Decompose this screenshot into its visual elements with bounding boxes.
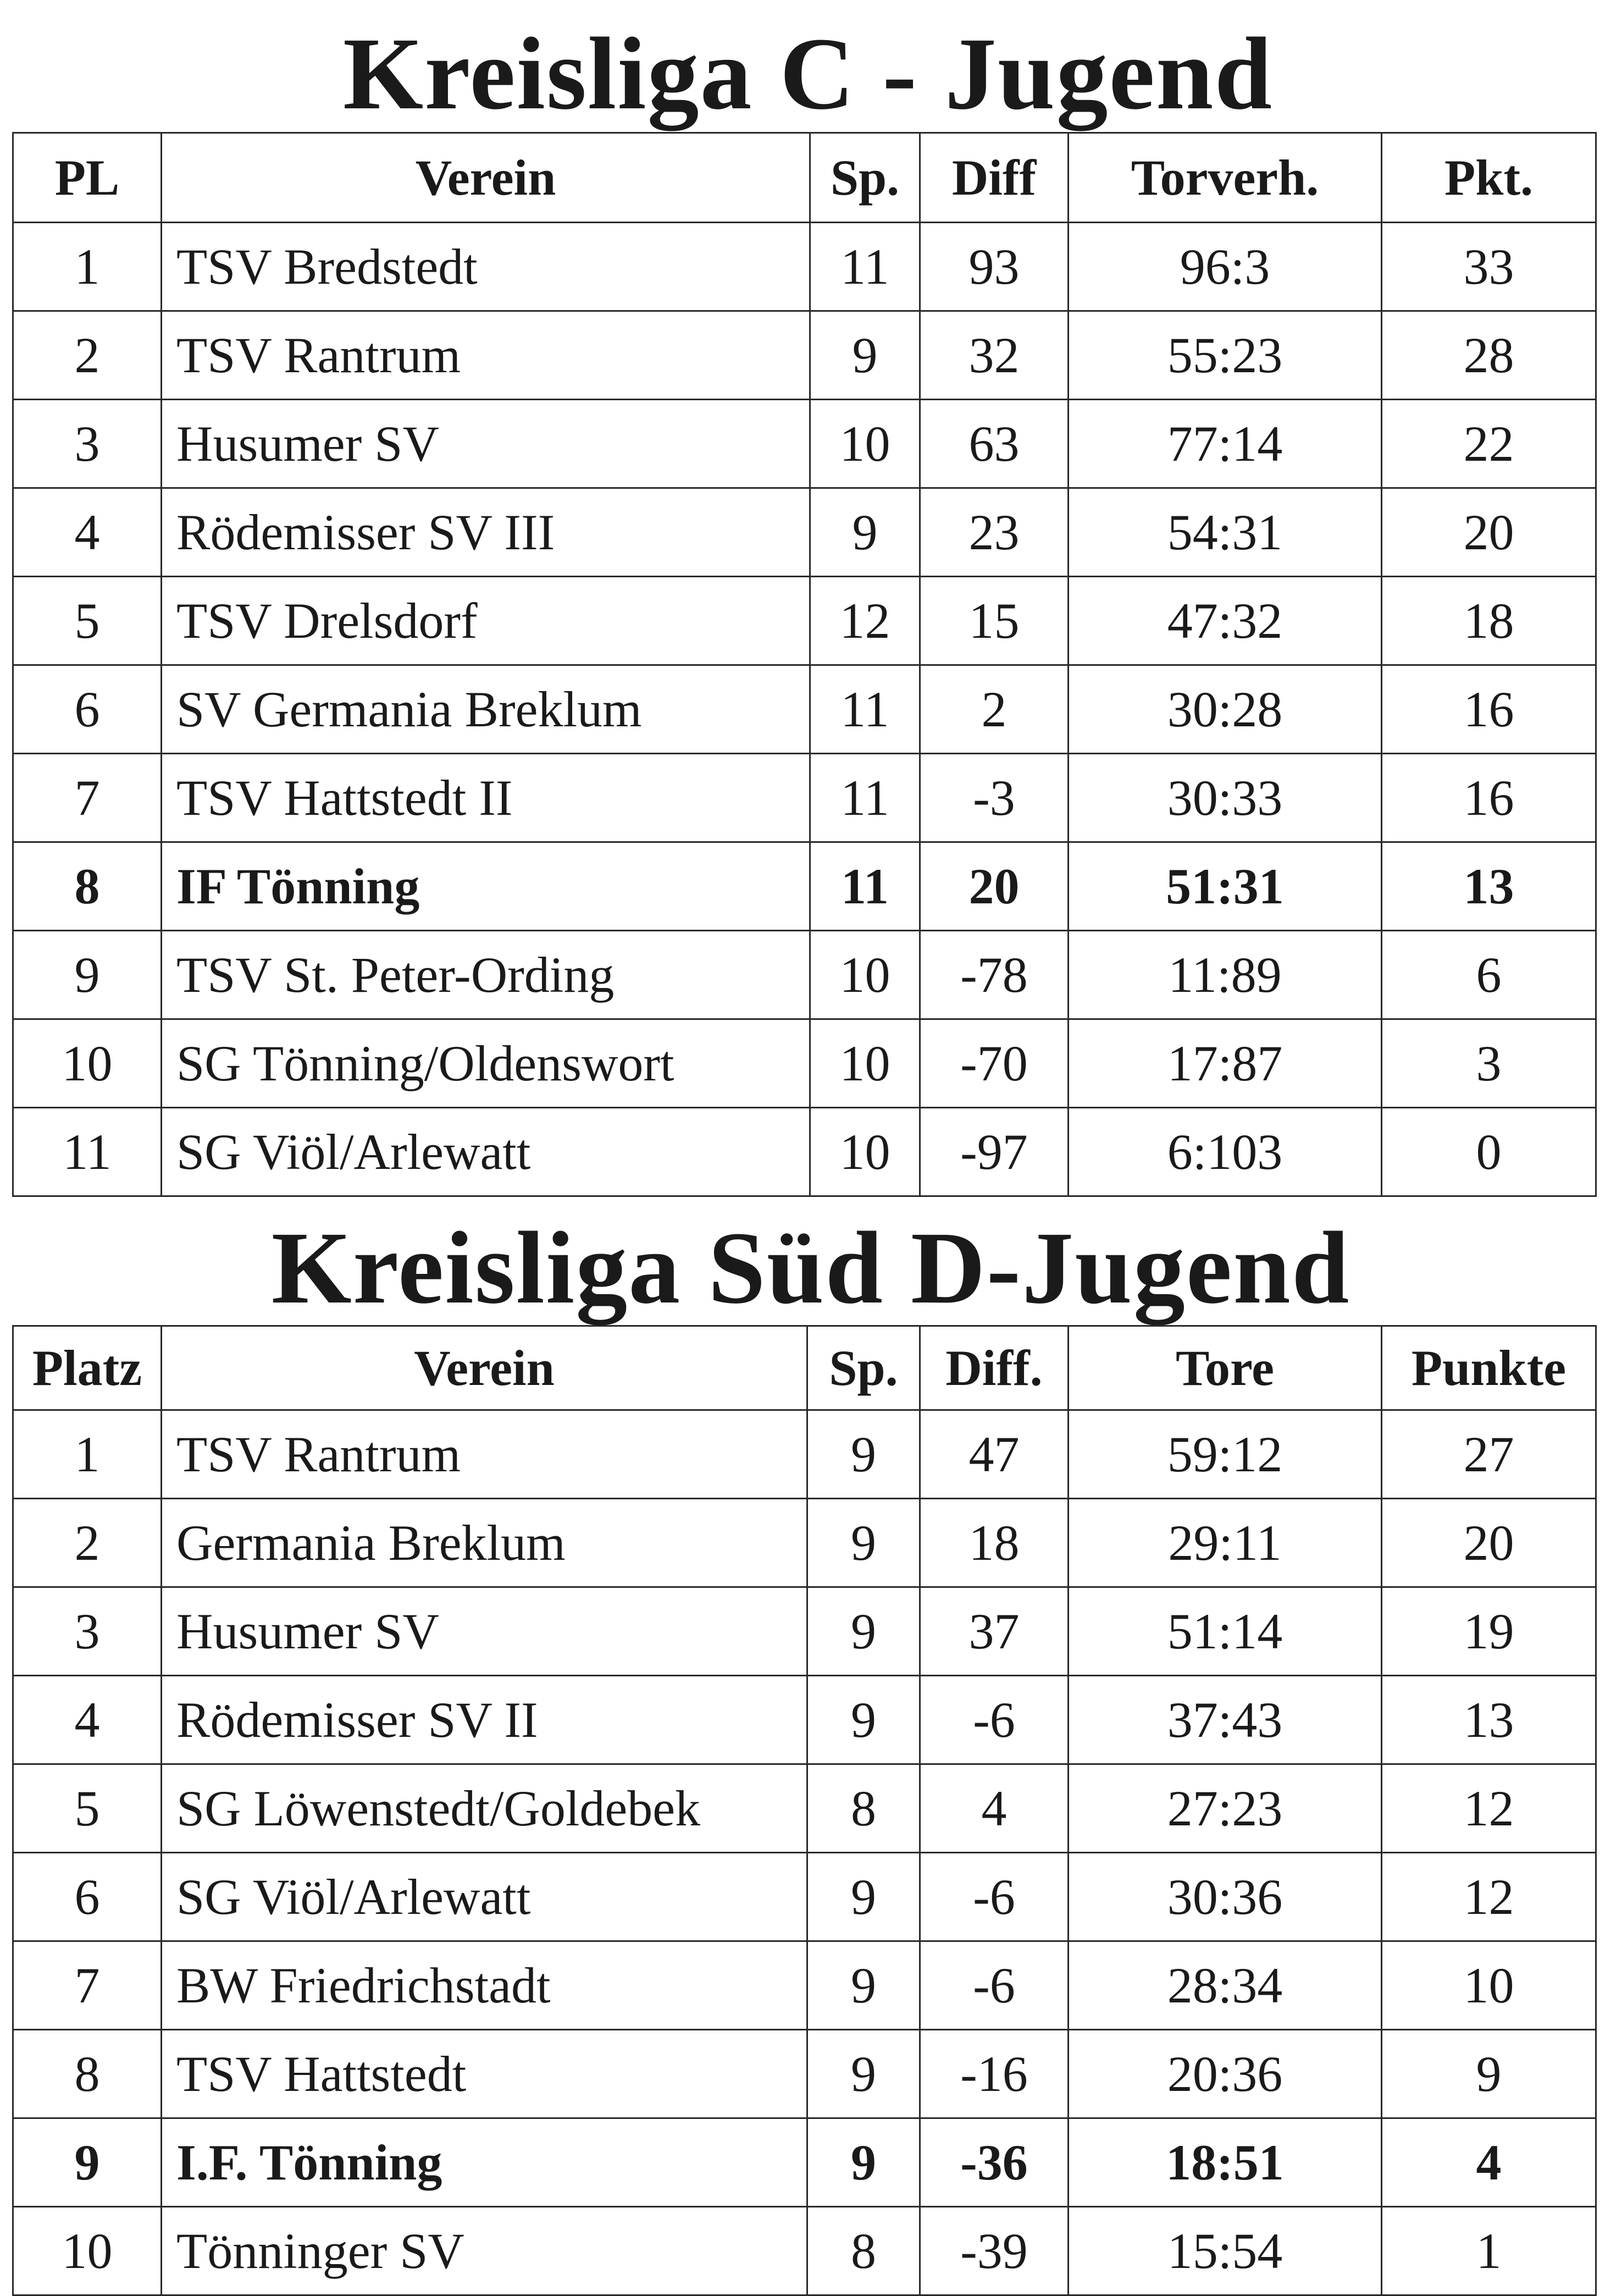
cell-games: 9 <box>807 1676 920 1764</box>
col-header-place: Platz <box>13 1326 162 1410</box>
col-header-goals: Torverh. <box>1069 133 1382 223</box>
league-c-table <box>12 132 1597 1197</box>
col-header-games: Sp. <box>810 133 920 223</box>
cell-place: 8 <box>13 842 162 931</box>
table-row <box>13 2118 1596 2207</box>
table-row <box>13 1499 1596 1587</box>
cell-club: TSV Hattstedt II <box>162 754 810 842</box>
cell-games: 9 <box>807 1410 920 1499</box>
cell-goals: 17:87 <box>1069 1019 1382 1108</box>
cell-club: I.F. Tönning <box>162 2118 807 2207</box>
cell-place: 8 <box>13 2030 162 2118</box>
cell-games: 11 <box>810 223 920 311</box>
cell-goals: 27:23 <box>1069 1764 1382 1853</box>
cell-points: 13 <box>1382 842 1596 931</box>
cell-club: Rödemisser SV II <box>162 1676 807 1764</box>
cell-goals: 30:33 <box>1069 754 1382 842</box>
cell-games: 9 <box>807 2118 920 2207</box>
cell-goals: 30:36 <box>1069 1853 1382 1941</box>
cell-club: Husumer SV <box>162 400 810 488</box>
cell-diff: -36 <box>920 2118 1069 2207</box>
table-row <box>13 1587 1596 1676</box>
cell-goals: 55:23 <box>1069 311 1382 400</box>
cell-games: 9 <box>807 1587 920 1676</box>
cell-goals: 47:32 <box>1069 577 1382 665</box>
cell-place: 11 <box>13 1108 162 1196</box>
cell-games: 9 <box>807 1941 920 2030</box>
cell-diff: 93 <box>920 223 1069 311</box>
cell-games: 10 <box>810 400 920 488</box>
col-header-diff: Diff. <box>920 1326 1069 1410</box>
league-d-title: Kreisliga Süd D-Jugend <box>271 1210 1351 1325</box>
cell-diff: 4 <box>920 1764 1069 1853</box>
cell-club: Husumer SV <box>162 1587 807 1676</box>
cell-diff: -6 <box>920 1941 1069 2030</box>
cell-diff: -6 <box>920 1676 1069 1764</box>
cell-goals: 37:43 <box>1069 1676 1382 1764</box>
table-row <box>13 311 1596 400</box>
table-row <box>13 577 1596 665</box>
cell-goals: 54:31 <box>1069 488 1382 577</box>
cell-place: 2 <box>13 1499 162 1587</box>
cell-points: 18 <box>1382 577 1596 665</box>
cell-games: 11 <box>810 754 920 842</box>
cell-place: 4 <box>13 1676 162 1764</box>
table-row <box>13 488 1596 577</box>
cell-club: Germania Breklum <box>162 1499 807 1587</box>
cell-diff: -97 <box>920 1108 1069 1196</box>
cell-club: TSV Rantrum <box>162 1410 807 1499</box>
cell-club: TSV St. Peter-Ording <box>162 931 810 1019</box>
table-row <box>13 400 1596 488</box>
cell-diff: 47 <box>920 1410 1069 1499</box>
cell-games: 9 <box>807 2030 920 2118</box>
cell-place: 1 <box>13 1410 162 1499</box>
cell-goals: 29:11 <box>1069 1499 1382 1587</box>
cell-goals: 6:103 <box>1069 1108 1382 1196</box>
table-row <box>13 1853 1596 1941</box>
cell-goals: 51:31 <box>1069 842 1382 931</box>
cell-points: 6 <box>1382 931 1596 1019</box>
cell-goals: 18:51 <box>1069 2118 1382 2207</box>
cell-club: BW Friedrichstadt <box>162 1941 807 2030</box>
cell-place: 9 <box>13 931 162 1019</box>
cell-points: 4 <box>1382 2118 1596 2207</box>
cell-points: 13 <box>1382 1676 1596 1764</box>
col-header-place: PL <box>13 133 162 223</box>
cell-place: 3 <box>13 400 162 488</box>
table-row <box>13 2207 1596 2295</box>
cell-club: Rödemisser SV III <box>162 488 810 577</box>
cell-points: 20 <box>1382 1499 1596 1587</box>
cell-games: 10 <box>810 1019 920 1108</box>
cell-place: 2 <box>13 311 162 400</box>
col-header-club: Verein <box>162 133 810 223</box>
cell-club: TSV Rantrum <box>162 311 810 400</box>
cell-club: SG Viöl/Arlewatt <box>162 1108 810 1196</box>
cell-points: 16 <box>1382 665 1596 754</box>
cell-diff: -78 <box>920 931 1069 1019</box>
table-row <box>13 754 1596 842</box>
cell-diff: -6 <box>920 1853 1069 1941</box>
cell-goals: 59:12 <box>1069 1410 1382 1499</box>
table-row <box>13 665 1596 754</box>
table-row <box>13 1941 1596 2030</box>
table-row <box>13 842 1596 931</box>
cell-points: 9 <box>1382 2030 1596 2118</box>
table-row <box>13 931 1596 1019</box>
header-row <box>13 133 1596 223</box>
cell-games: 12 <box>810 577 920 665</box>
cell-games: 11 <box>810 665 920 754</box>
cell-club: SV Germania Breklum <box>162 665 810 754</box>
cell-diff: 20 <box>920 842 1069 931</box>
cell-diff: -16 <box>920 2030 1069 2118</box>
cell-diff: 15 <box>920 577 1069 665</box>
cell-games: 11 <box>810 842 920 931</box>
cell-place: 9 <box>13 2118 162 2207</box>
cell-place: 4 <box>13 488 162 577</box>
col-header-points: Pkt. <box>1382 133 1596 223</box>
cell-games: 10 <box>810 931 920 1019</box>
col-header-diff: Diff <box>920 133 1069 223</box>
cell-diff: 18 <box>920 1499 1069 1587</box>
cell-goals: 15:54 <box>1069 2207 1382 2295</box>
table-row <box>13 1108 1596 1196</box>
cell-goals: 20:36 <box>1069 2030 1382 2118</box>
table-row <box>13 1676 1596 1764</box>
cell-diff: -3 <box>920 754 1069 842</box>
cell-points: 33 <box>1382 223 1596 311</box>
cell-points: 20 <box>1382 488 1596 577</box>
cell-points: 22 <box>1382 400 1596 488</box>
cell-goals: 30:28 <box>1069 665 1382 754</box>
cell-points: 27 <box>1382 1410 1596 1499</box>
cell-points: 12 <box>1382 1764 1596 1853</box>
col-header-points: Punkte <box>1382 1326 1596 1410</box>
cell-diff: 2 <box>920 665 1069 754</box>
cell-games: 10 <box>810 1108 920 1196</box>
cell-games: 8 <box>807 1764 920 1853</box>
cell-club: TSV Bredstedt <box>162 223 810 311</box>
cell-diff: 63 <box>920 400 1069 488</box>
cell-points: 1 <box>1382 2207 1596 2295</box>
table-row <box>13 1019 1596 1108</box>
league-d-table <box>12 1325 1597 2296</box>
cell-place: 1 <box>13 223 162 311</box>
table-row <box>13 1764 1596 1853</box>
cell-place: 5 <box>13 1764 162 1853</box>
cell-club: TSV Drelsdorf <box>162 577 810 665</box>
cell-club: IF Tönning <box>162 842 810 931</box>
cell-points: 10 <box>1382 1941 1596 2030</box>
cell-place: 7 <box>13 1941 162 2030</box>
cell-club: SG Löwenstedt/Goldebek <box>162 1764 807 1853</box>
cell-club: SG Tönning/Oldenswort <box>162 1019 810 1108</box>
cell-points: 0 <box>1382 1108 1596 1196</box>
cell-points: 3 <box>1382 1019 1596 1108</box>
cell-goals: 96:3 <box>1069 223 1382 311</box>
cell-points: 28 <box>1382 311 1596 400</box>
cell-games: 8 <box>807 2207 920 2295</box>
cell-goals: 77:14 <box>1069 400 1382 488</box>
cell-goals: 51:14 <box>1069 1587 1382 1676</box>
cell-diff: -70 <box>920 1019 1069 1108</box>
col-header-games: Sp. <box>807 1326 920 1410</box>
cell-points: 19 <box>1382 1587 1596 1676</box>
table-row <box>13 2030 1596 2118</box>
cell-club: TSV Hattstedt <box>162 2030 807 2118</box>
cell-club: Tönninger SV <box>162 2207 807 2295</box>
cell-points: 16 <box>1382 754 1596 842</box>
cell-place: 3 <box>13 1587 162 1676</box>
table-row <box>13 223 1596 311</box>
cell-games: 9 <box>810 488 920 577</box>
cell-games: 9 <box>807 1499 920 1587</box>
cell-diff: 32 <box>920 311 1069 400</box>
col-header-goals: Tore <box>1069 1326 1382 1410</box>
cell-points: 12 <box>1382 1853 1596 1941</box>
cell-place: 10 <box>13 2207 162 2295</box>
cell-place: 7 <box>13 754 162 842</box>
col-header-club: Verein <box>162 1326 807 1410</box>
cell-place: 6 <box>13 1853 162 1941</box>
cell-place: 10 <box>13 1019 162 1108</box>
table-row <box>13 1410 1596 1499</box>
cell-diff: -39 <box>920 2207 1069 2295</box>
cell-diff: 23 <box>920 488 1069 577</box>
cell-place: 6 <box>13 665 162 754</box>
cell-goals: 11:89 <box>1069 931 1382 1019</box>
cell-place: 5 <box>13 577 162 665</box>
league-c-title: Kreisliga C - Jugend <box>342 16 1274 131</box>
header-row <box>13 1326 1596 1410</box>
cell-games: 9 <box>810 311 920 400</box>
cell-club: SG Viöl/Arlewatt <box>162 1853 807 1941</box>
cell-goals: 28:34 <box>1069 1941 1382 2030</box>
cell-diff: 37 <box>920 1587 1069 1676</box>
cell-games: 9 <box>807 1853 920 1941</box>
